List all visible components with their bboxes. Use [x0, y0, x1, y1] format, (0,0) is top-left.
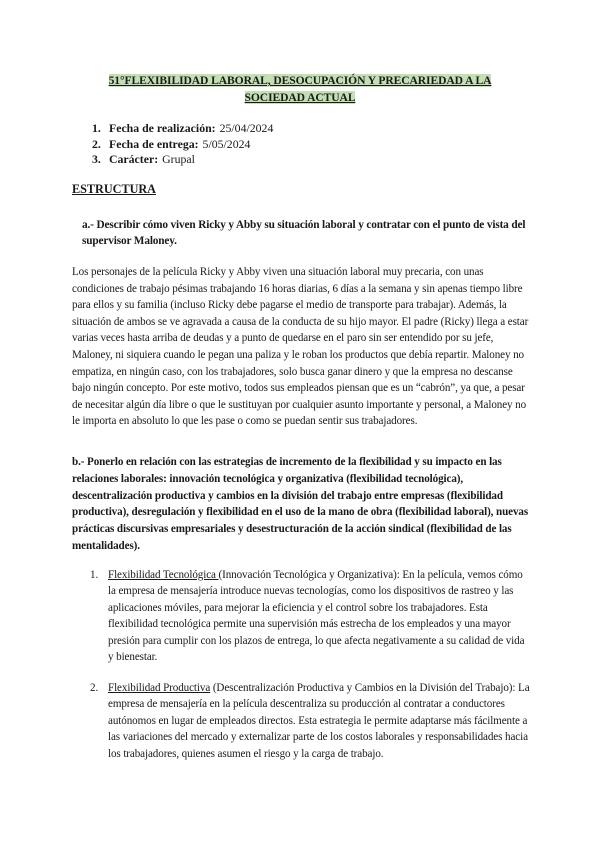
- meta-value: 5/05/2024: [202, 136, 251, 151]
- meta-number: 3.: [92, 152, 101, 166]
- list-item: [90, 680, 530, 762]
- meta-label: Fecha de realización:: [109, 121, 216, 135]
- list-item-term: Flexibilidad Tecnológica: [108, 569, 219, 581]
- meta-number: 1.: [92, 121, 101, 135]
- question-b: b.- Ponerlo en relación con las estrategias de incremento de la flexibilidad y su impacto en las relaciones laborales: innovación tecnológica y organizativa (flexibilidad tecnológica), descentralización productiva y cambios en la división del trabajo entre empresas (flexibilidad productiva), desregulación y flexibilidad en el uso de la mano de obra (flexibilidad laboral), nuevas prácticas discursivas empresariales y desestructuración de la acción sindical (flexibilidad de las mentalidades).: [72, 456, 529, 552]
- section-heading: ESTRUCTURA: [72, 182, 156, 196]
- answer-a-paragraph: Los personajes de la película Ricky y Abby viven una situación laboral muy precaria, con unas condiciones de trabajo pésimas trabajando 16 horas diarias, 6 días a la semana y sin apenas tiempo libre para ellos y su familia (incluso Ricky debe pagarse el medio de transporte para trabajar). Además, la situación de ambos se ve agravada a causa de la conducta de su hijo mayor. El padre (Ricky) llega a estar varias veces hasta arriba de deudas y a punto de quedarse en el paro sin ser entendido por su jefe, Maloney, ni siquiera cuando le pegan una paliza y le roban los productos que debía repartir. Maloney no empatiza, en ningún caso, con los trabajadores, solo busca ganar dinero y que la empresa no descanse bajo ningún concepto. Por este motivo, todos sus empleados piensan que es un “cabrón”, ya que, a pesar de necesitar algún día libre o que le sustituyan por cualquier asunto importante y personal, a Maloney no le importa en absoluto lo que les pase o como se puedan sentir sus trabajadores.: [72, 266, 529, 428]
- list-item-body: [108, 680, 530, 762]
- meta-label: Carácter:: [109, 152, 159, 166]
- meta-item: [92, 137, 273, 153]
- document-title-text: 51°FLEXIBILIDAD LABORAL, DESOCUPACIÓN Y PRECARIEDAD A LA SOCIEDAD ACTUAL: [108, 74, 492, 104]
- document-title: [90, 72, 510, 106]
- meta-item: [92, 121, 273, 137]
- list-item-body: [108, 567, 530, 665]
- meta-list: [92, 121, 273, 168]
- list-item-number: 2.: [90, 682, 99, 694]
- meta-value: 25/04/2024: [219, 121, 274, 135]
- meta-value: Grupal: [162, 152, 195, 166]
- meta-number: 2.: [92, 136, 101, 151]
- meta-item: [92, 152, 273, 168]
- list-item: [90, 567, 530, 665]
- list-item-term: Flexibilidad Productiva: [108, 682, 211, 694]
- list-item-text: (Innovación Tecnológica y Organizativa): En la película, vemos cómo la empresa de mensajería introduce nuevas tecnologías, como los dispositivos de rastreo y las aplicaciones móviles, para mejorar la eficiencia y el control sobre los trabajadores. Esta flexibilidad tecnológica permite una supervisión más estrecha de los empleados y una mayor presión para cumplir con los plazos de entrega, lo que afecta negativamente a su calidad de vida y bienestar.: [108, 569, 525, 664]
- meta-label: Fecha de entrega:: [109, 136, 199, 151]
- question-a: [72, 217, 532, 249]
- list-item-number: 1.: [90, 569, 99, 581]
- list-item-text: (Descentralización Productiva y Cambios en la División del Trabajo): La empresa de mensajería en la película descentraliza su producción al contratar a conductores autónomos en lugar de empleados directos. Esta estrategia le permite adaptarse más fácilmente a las variaciones del mercado y externalizar parte de los costos laborales y responsabilidades hacia los trabajadores, quienes asumen el riesgo y la carga de trabajo.: [108, 682, 530, 760]
- question-a-text: a.- Describir cómo viven Ricky y Abby su situación laboral y contratar con el punto de vista del supervisor Maloney.: [82, 219, 526, 247]
